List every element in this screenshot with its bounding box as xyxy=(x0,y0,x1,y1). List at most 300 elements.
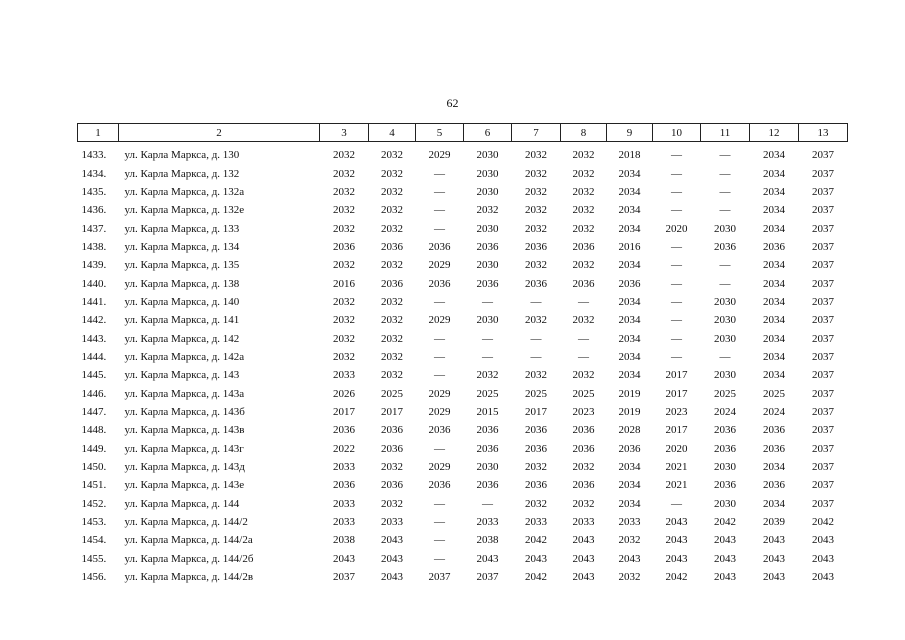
year-cell: — xyxy=(434,442,445,455)
year-cell: 2034 xyxy=(618,350,641,363)
year-cell: 2030 xyxy=(714,332,736,345)
year-cell: 2030 xyxy=(476,149,499,162)
year-cell: 2036 xyxy=(572,277,595,290)
table-row xyxy=(78,476,848,494)
year-cell: 2034 xyxy=(763,314,785,327)
year-cell: — xyxy=(434,369,445,382)
row-number: 1449. xyxy=(81,442,107,455)
table-row xyxy=(78,440,848,458)
table-row xyxy=(78,142,848,165)
year-cell: 2032 xyxy=(572,222,595,235)
table-row xyxy=(78,219,848,237)
year-cell: 2042 xyxy=(525,534,547,547)
row-number: 1437. xyxy=(81,222,107,235)
row-number: 1442. xyxy=(81,314,107,327)
row-number: 1435. xyxy=(81,185,107,198)
year-cell: 2028 xyxy=(618,424,641,437)
year-cell: — xyxy=(671,149,682,162)
year-cell: 2037 xyxy=(812,332,834,345)
year-cell: — xyxy=(671,277,682,290)
address-cell: ул. Карла Маркса, д. 143а xyxy=(124,387,245,400)
year-cell: 2024 xyxy=(714,405,736,418)
year-cell: 2032 xyxy=(525,461,547,474)
year-cell: — xyxy=(671,332,682,345)
row-number: 1433. xyxy=(81,149,107,162)
year-cell: 2043 xyxy=(714,534,736,547)
year-cell: 2030 xyxy=(714,295,736,308)
year-cell: 2032 xyxy=(381,259,403,272)
column-header-8: 8 xyxy=(561,124,607,142)
table-row xyxy=(78,513,848,531)
row-number: 1445. xyxy=(81,369,107,382)
year-cell: 2034 xyxy=(763,277,785,290)
year-cell: — xyxy=(671,295,682,308)
year-cell: 2036 xyxy=(525,479,547,492)
year-cell: 2043 xyxy=(665,552,688,565)
data-table xyxy=(77,123,848,586)
year-cell: 2036 xyxy=(381,442,403,455)
table-row xyxy=(78,293,848,311)
year-cell: 2017 xyxy=(665,424,688,437)
year-cell: 2033 xyxy=(381,516,403,529)
year-cell: 2043 xyxy=(763,571,785,584)
row-number: 1450. xyxy=(81,461,107,474)
year-cell: 2017 xyxy=(381,405,403,418)
year-cell: 2037 xyxy=(812,314,834,327)
year-cell: 2036 xyxy=(714,240,736,253)
year-cell: 2020 xyxy=(665,222,688,235)
year-cell: 2034 xyxy=(618,185,641,198)
year-cell: 2037 xyxy=(812,259,834,272)
address-cell: ул. Карла Маркса, д. 142 xyxy=(124,332,240,345)
year-cell: 2037 xyxy=(812,149,834,162)
year-cell: 2042 xyxy=(714,516,736,529)
year-cell: 2036 xyxy=(428,240,451,253)
year-cell: 2030 xyxy=(714,314,736,327)
year-cell: 2032 xyxy=(333,314,355,327)
year-cell: 2021 xyxy=(665,479,688,492)
row-number: 1434. xyxy=(81,167,107,180)
year-cell: — xyxy=(671,167,682,180)
table-row xyxy=(78,256,848,274)
table-row xyxy=(78,550,848,568)
year-cell: 2043 xyxy=(665,516,688,529)
column-header-4: 4 xyxy=(369,124,416,142)
year-cell: 2034 xyxy=(618,204,641,217)
year-cell: 2025 xyxy=(476,387,499,400)
year-cell: 2032 xyxy=(525,204,547,217)
year-cell: 2030 xyxy=(476,185,499,198)
year-cell: 2032 xyxy=(381,167,403,180)
row-number: 1440. xyxy=(81,277,107,290)
year-cell: 2032 xyxy=(381,204,403,217)
year-cell: 2032 xyxy=(572,259,595,272)
year-cell: 2025 xyxy=(763,387,785,400)
table-row xyxy=(78,164,848,182)
year-cell: 2037 xyxy=(812,185,834,198)
address-cell: ул. Карла Маркса, д. 141 xyxy=(124,314,240,327)
year-cell: — xyxy=(671,204,682,217)
column-header-3: 3 xyxy=(320,124,369,142)
address-cell: ул. Карла Маркса, д. 143б xyxy=(124,405,245,418)
address-cell: ул. Карла Маркса, д. 130 xyxy=(124,149,240,162)
year-cell: 2032 xyxy=(525,149,547,162)
year-cell: 2036 xyxy=(333,240,355,253)
year-cell: 2030 xyxy=(714,461,736,474)
row-number: 1444. xyxy=(81,350,107,363)
year-cell: — xyxy=(482,332,493,345)
year-cell: 2030 xyxy=(714,369,736,382)
year-cell: 2032 xyxy=(572,149,595,162)
year-cell: — xyxy=(719,149,731,162)
row-number: 1456. xyxy=(81,571,107,584)
year-cell: 2034 xyxy=(763,295,785,308)
year-cell: 2038 xyxy=(333,534,355,547)
year-cell: 2038 xyxy=(476,534,499,547)
address-cell: ул. Карла Маркса, д. 132 xyxy=(124,167,240,180)
year-cell: 2036 xyxy=(428,277,451,290)
column-header-7: 7 xyxy=(512,124,561,142)
column-header-9: 9 xyxy=(607,124,653,142)
year-cell: 2034 xyxy=(763,149,785,162)
year-cell: 2016 xyxy=(618,240,641,253)
year-cell: 2033 xyxy=(476,516,499,529)
year-cell: 2036 xyxy=(428,424,451,437)
year-cell: 2017 xyxy=(665,387,688,400)
row-number: 1441. xyxy=(81,295,107,308)
address-cell: ул. Карла Маркса, д. 144/2 xyxy=(124,516,248,529)
year-cell: 2043 xyxy=(763,552,785,565)
year-cell: — xyxy=(434,497,445,510)
year-cell: 2029 xyxy=(428,405,451,418)
year-cell: 2034 xyxy=(763,461,785,474)
address-cell: ул. Карла Маркса, д. 143 xyxy=(124,369,240,382)
year-cell: 2037 xyxy=(812,167,834,180)
year-cell: 2032 xyxy=(525,185,547,198)
year-cell: 2037 xyxy=(812,240,834,253)
year-cell: 2036 xyxy=(381,240,403,253)
year-cell: — xyxy=(671,259,682,272)
year-cell: 2033 xyxy=(618,516,641,529)
year-cell: 2032 xyxy=(381,461,403,474)
year-cell: — xyxy=(671,185,682,198)
year-cell: 2036 xyxy=(525,442,547,455)
row-number: 1443. xyxy=(81,332,107,345)
table-row xyxy=(78,403,848,421)
year-cell: 2020 xyxy=(665,442,688,455)
year-cell: 2036 xyxy=(333,479,355,492)
year-cell: 2034 xyxy=(618,295,641,308)
year-cell: 2036 xyxy=(714,479,736,492)
year-cell: 2037 xyxy=(812,479,834,492)
year-cell: 2030 xyxy=(714,497,736,510)
table-header xyxy=(78,124,848,142)
year-cell: 2032 xyxy=(333,167,355,180)
year-cell: 2019 xyxy=(618,387,641,400)
address-cell: ул. Карла Маркса, д. 135 xyxy=(124,259,240,272)
year-cell: — xyxy=(482,295,493,308)
year-cell: — xyxy=(434,534,445,547)
address-cell: ул. Карла Маркса, д. 143д xyxy=(124,461,245,474)
year-cell: 2037 xyxy=(812,497,834,510)
year-cell: 2036 xyxy=(572,424,595,437)
year-cell: 2015 xyxy=(476,405,499,418)
year-cell: 2034 xyxy=(618,222,641,235)
year-cell: 2034 xyxy=(618,167,641,180)
year-cell: 2036 xyxy=(381,479,403,492)
year-cell: 2043 xyxy=(572,552,595,565)
year-cell: 2043 xyxy=(812,534,834,547)
year-cell: 2030 xyxy=(714,222,736,235)
table-body xyxy=(78,142,848,587)
year-cell: 2042 xyxy=(525,571,547,584)
table-row xyxy=(78,183,848,201)
year-cell: 2032 xyxy=(333,259,355,272)
year-cell: 2034 xyxy=(763,350,785,363)
year-cell: — xyxy=(578,332,589,345)
year-cell: 2043 xyxy=(812,552,834,565)
year-cell: 2043 xyxy=(572,571,595,584)
year-cell: 2030 xyxy=(476,259,499,272)
year-cell: 2032 xyxy=(525,167,547,180)
year-cell: 2032 xyxy=(525,259,547,272)
year-cell: 2034 xyxy=(763,185,785,198)
address-cell: ул. Карла Маркса, д. 144/2б xyxy=(124,552,254,565)
year-cell: — xyxy=(578,350,589,363)
year-cell: 2034 xyxy=(763,167,785,180)
year-cell: 2032 xyxy=(333,295,355,308)
year-cell: 2043 xyxy=(572,534,595,547)
year-cell: 2025 xyxy=(381,387,403,400)
year-cell: — xyxy=(434,222,445,235)
year-cell: — xyxy=(434,204,445,217)
year-cell: 2023 xyxy=(665,405,688,418)
year-cell: 2029 xyxy=(428,387,451,400)
year-cell: 2037 xyxy=(812,424,834,437)
year-cell: 2032 xyxy=(572,461,595,474)
year-cell: 2030 xyxy=(476,222,499,235)
year-cell: — xyxy=(434,185,445,198)
year-cell: 2033 xyxy=(525,516,547,529)
year-cell: 2017 xyxy=(333,405,355,418)
year-cell: 2032 xyxy=(572,369,595,382)
year-cell: — xyxy=(530,295,542,308)
table-row xyxy=(78,329,848,347)
year-cell: 2036 xyxy=(333,424,355,437)
year-cell: — xyxy=(719,277,731,290)
year-cell: 2036 xyxy=(572,442,595,455)
year-cell: 2037 xyxy=(333,571,355,584)
year-cell: 2033 xyxy=(333,369,355,382)
year-cell: 2032 xyxy=(525,497,547,510)
year-cell: 2018 xyxy=(618,149,641,162)
year-cell: 2036 xyxy=(572,240,595,253)
year-cell: 2026 xyxy=(333,387,355,400)
year-cell: 2037 xyxy=(476,571,499,584)
year-cell: 2032 xyxy=(333,332,355,345)
address-cell: ул. Карла Маркса, д. 144 xyxy=(124,497,240,510)
year-cell: 2032 xyxy=(381,222,403,235)
year-cell: 2042 xyxy=(812,516,834,529)
address-cell: ул. Карла Маркса, д. 133 xyxy=(124,222,240,235)
year-cell: 2032 xyxy=(381,350,403,363)
year-cell: — xyxy=(482,497,493,510)
table-row xyxy=(78,568,848,586)
year-cell: 2034 xyxy=(763,259,785,272)
year-cell: 2043 xyxy=(812,571,834,584)
year-cell: 2030 xyxy=(476,314,499,327)
year-cell: 2043 xyxy=(381,534,403,547)
year-cell: 2017 xyxy=(665,369,688,382)
year-cell: 2030 xyxy=(476,167,499,180)
year-cell: — xyxy=(671,497,682,510)
year-cell: 2030 xyxy=(476,461,499,474)
year-cell: 2034 xyxy=(618,259,641,272)
year-cell: — xyxy=(434,350,445,363)
year-cell: 2037 xyxy=(812,387,834,400)
row-number: 1451. xyxy=(81,479,107,492)
year-cell: 2025 xyxy=(525,387,547,400)
year-cell: 2036 xyxy=(525,240,547,253)
year-cell: 2032 xyxy=(333,204,355,217)
table-row xyxy=(78,238,848,256)
table-row xyxy=(78,384,848,402)
row-number: 1438. xyxy=(81,240,107,253)
year-cell: — xyxy=(434,516,445,529)
year-cell: 2034 xyxy=(618,461,641,474)
year-cell: 2036 xyxy=(714,442,736,455)
year-cell: 2037 xyxy=(812,222,834,235)
year-cell: — xyxy=(719,185,731,198)
year-cell: 2036 xyxy=(476,442,499,455)
year-cell: 2033 xyxy=(333,497,355,510)
year-cell: — xyxy=(719,167,731,180)
year-cell: 2032 xyxy=(333,222,355,235)
column-header-11: 11 xyxy=(701,124,750,142)
year-cell: 2032 xyxy=(333,149,355,162)
header-row xyxy=(78,124,848,142)
address-cell: ул. Карла Маркса, д. 134 xyxy=(124,240,240,253)
year-cell: 2033 xyxy=(333,516,355,529)
table-row xyxy=(78,531,848,549)
year-cell: — xyxy=(671,314,682,327)
year-cell: 2022 xyxy=(333,442,355,455)
year-cell: 2037 xyxy=(428,571,451,584)
row-number: 1455. xyxy=(81,552,107,565)
row-number: 1436. xyxy=(81,204,107,217)
year-cell: 2033 xyxy=(572,516,595,529)
year-cell: 2039 xyxy=(763,516,785,529)
year-cell: 2037 xyxy=(812,277,834,290)
year-cell: 2043 xyxy=(618,552,641,565)
year-cell: 2029 xyxy=(428,461,451,474)
year-cell: 2036 xyxy=(714,424,736,437)
year-cell: — xyxy=(671,350,682,363)
year-cell: 2043 xyxy=(381,571,403,584)
address-cell: ул. Карла Маркса, д. 144/2в xyxy=(124,571,254,584)
year-cell: 2032 xyxy=(476,369,499,382)
year-cell: 2016 xyxy=(333,277,355,290)
year-cell: 2034 xyxy=(763,204,785,217)
column-header-5: 5 xyxy=(416,124,464,142)
year-cell: — xyxy=(434,332,445,345)
year-cell: — xyxy=(671,240,682,253)
year-cell: 2034 xyxy=(763,332,785,345)
year-cell: 2037 xyxy=(812,204,834,217)
year-cell: 2034 xyxy=(763,497,785,510)
page-number: 62 xyxy=(446,96,459,110)
year-cell: 2036 xyxy=(763,442,785,455)
year-cell: — xyxy=(530,350,542,363)
year-cell: 2036 xyxy=(525,277,547,290)
year-cell: 2032 xyxy=(381,332,403,345)
address-cell: ул. Карла Маркса, д. 144/2а xyxy=(124,534,253,547)
year-cell: 2043 xyxy=(714,552,736,565)
year-cell: 2029 xyxy=(428,314,451,327)
year-cell: 2034 xyxy=(618,497,641,510)
year-cell: 2032 xyxy=(381,497,403,510)
table-row xyxy=(78,274,848,292)
year-cell: 2034 xyxy=(763,369,785,382)
table-row xyxy=(78,495,848,513)
column-header-2: 2 xyxy=(119,124,320,142)
year-cell: 2036 xyxy=(381,424,403,437)
year-cell: 2037 xyxy=(812,461,834,474)
year-cell: 2019 xyxy=(618,405,641,418)
year-cell: 2036 xyxy=(618,442,641,455)
table-row xyxy=(78,458,848,476)
table-row xyxy=(78,421,848,439)
address-cell: ул. Карла Маркса, д. 143г xyxy=(124,442,244,455)
year-cell: 2032 xyxy=(381,295,403,308)
year-cell: 2036 xyxy=(525,424,547,437)
year-cell: 2042 xyxy=(665,571,688,584)
year-cell: 2034 xyxy=(618,479,641,492)
year-cell: 2032 xyxy=(618,534,641,547)
year-cell: 2029 xyxy=(428,259,451,272)
year-cell: 2034 xyxy=(618,332,641,345)
year-cell: 2032 xyxy=(525,222,547,235)
row-number: 1452. xyxy=(81,497,107,510)
year-cell: 2029 xyxy=(428,149,451,162)
year-cell: 2043 xyxy=(381,552,403,565)
year-cell: 2036 xyxy=(476,479,499,492)
address-cell: ул. Карла Маркса, д. 132е xyxy=(124,204,245,217)
year-cell: 2032 xyxy=(333,185,355,198)
year-cell: 2032 xyxy=(381,369,403,382)
year-cell: 2032 xyxy=(525,369,547,382)
year-cell: 2032 xyxy=(381,185,403,198)
row-number: 1448. xyxy=(81,424,107,437)
year-cell: 2033 xyxy=(333,461,355,474)
year-cell: 2017 xyxy=(525,405,547,418)
year-cell: — xyxy=(434,295,445,308)
year-cell: 2043 xyxy=(665,534,688,547)
year-cell: 2032 xyxy=(572,185,595,198)
year-cell: 2036 xyxy=(618,277,641,290)
address-cell: ул. Карла Маркса, д. 142а xyxy=(124,350,245,363)
year-cell: 2024 xyxy=(763,405,785,418)
year-cell: 2021 xyxy=(665,461,688,474)
year-cell: 2032 xyxy=(476,204,499,217)
year-cell: 2032 xyxy=(618,571,641,584)
year-cell: 2036 xyxy=(476,240,499,253)
year-cell: — xyxy=(530,332,542,345)
address-cell: ул. Карла Маркса, д. 143в xyxy=(124,424,245,437)
column-header-10: 10 xyxy=(653,124,701,142)
column-header-1: 1 xyxy=(78,124,119,142)
year-cell: 2037 xyxy=(812,295,834,308)
